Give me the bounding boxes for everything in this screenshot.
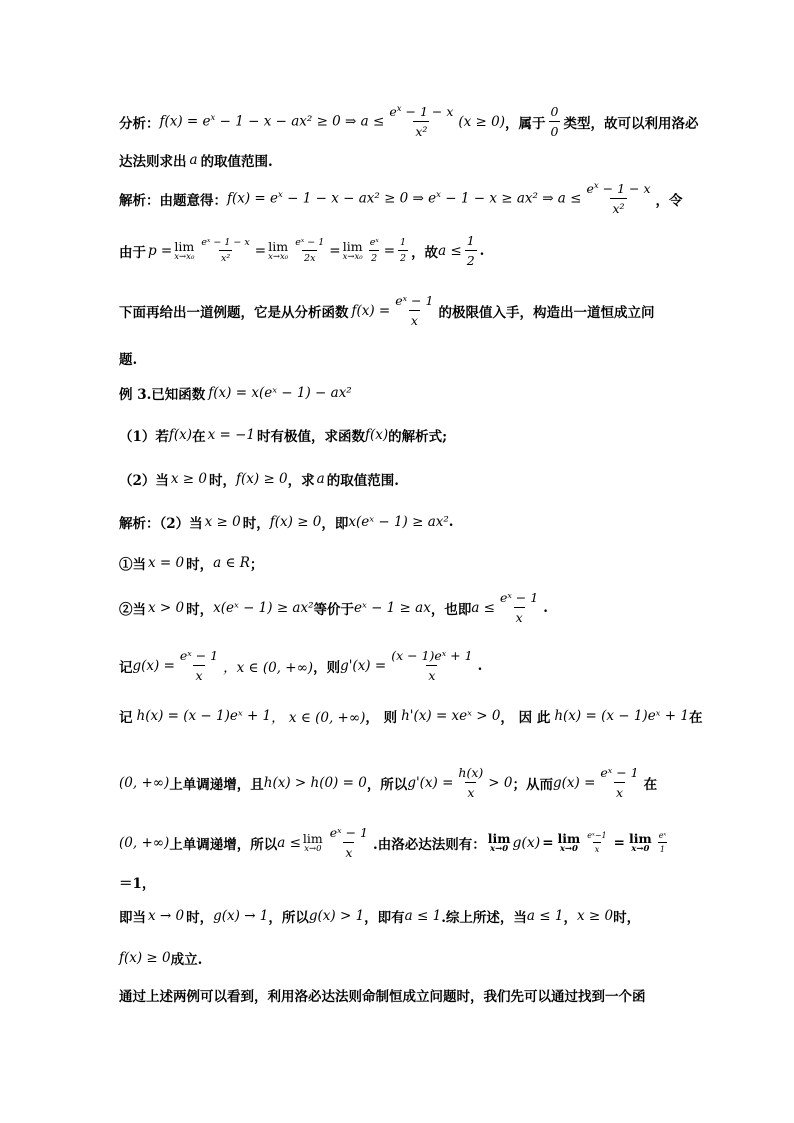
text: 解析：（2）当 [119, 516, 203, 532]
limit: lim x→0 [302, 831, 323, 854]
condition: (x ≥ 0) [458, 113, 506, 130]
g: g(x) = [132, 657, 175, 674]
text: 达法则求出 [119, 154, 187, 170]
cond: x > 0 [148, 599, 185, 616]
text: ，属于 [505, 115, 546, 132]
text: 等价于 [313, 601, 354, 618]
eq: = [383, 242, 396, 259]
fraction: $\frac{\text{eˣ − 1}}{2x}$ [295, 237, 325, 264]
analysis-line-1 [119, 104, 698, 139]
gt: > 0 [488, 774, 513, 791]
text: （1）若 [119, 429, 169, 445]
g: g(x) → 1 [213, 908, 269, 924]
eq: = [542, 834, 554, 851]
ineq: f(x) ≥ 0 [269, 514, 322, 530]
analysis-line-2 [119, 150, 273, 170]
g-definition [119, 648, 482, 683]
interval: (0, +∞) [119, 774, 170, 791]
fraction: $\frac{1}{2}$ [466, 233, 475, 268]
text: 时， [186, 557, 214, 573]
limit-line [119, 233, 484, 268]
fraction: $\frac{\text{eˣ − 1}}{x}$ [499, 590, 539, 625]
text: 的取值范围. [200, 154, 273, 170]
g: g(x) = [552, 774, 596, 791]
fraction: $\frac{\text{eˣ − 1}}{x}$ [179, 648, 219, 683]
solution-2 [119, 512, 454, 532]
text: 由于 [119, 244, 146, 261]
text: ＝1， [119, 876, 156, 892]
text: 上单调递增，所以 [169, 836, 278, 853]
text: ；从而 [512, 776, 553, 793]
ineq: eˣ − 1 ≥ ax [354, 599, 431, 616]
fraction: eˣ − 1 x [329, 825, 368, 860]
text: . [448, 514, 454, 530]
solution-label: 解析：由题意得： [119, 192, 227, 209]
limit: lim x→x₀ [268, 239, 289, 262]
monotonic-line-2 [119, 825, 671, 860]
fraction: $\frac{\text{eˣ − 1 − x}}{\text{x²}}$ [201, 237, 250, 264]
text: ，则 [313, 659, 341, 676]
conclusion-line-1 [119, 906, 640, 926]
text: ，所以 [366, 776, 408, 793]
g: g(x) > 1 [308, 908, 365, 924]
text: 题. [119, 352, 138, 368]
fx: f(x) = [351, 302, 391, 319]
text: ， 则 [365, 710, 398, 726]
text: ①当 [119, 557, 146, 573]
text: 例 3.已知函数 [119, 387, 206, 403]
text: .由洛必达法则有： [373, 836, 486, 853]
final-paragraph [119, 985, 646, 1005]
text: ； [249, 557, 264, 573]
domain: ，x ∈ (0, +∞) [223, 659, 314, 676]
fraction: $\frac{1}{2}$ [400, 237, 407, 264]
text: . [479, 242, 485, 259]
fraction: $\frac{h(x)}{x}$ [458, 765, 484, 800]
ineq: x(eˣ − 1) ≥ ax² [213, 599, 314, 616]
domain: ， x ∈ (0, +∞) [271, 710, 366, 726]
text: ，求 [287, 473, 315, 489]
text: .综上所述，当 [441, 910, 527, 926]
text: 的解析式; [388, 429, 448, 445]
text: 时有极值，求函数 [256, 429, 365, 445]
fraction: $\frac{e^x - 1 - x}{\text{x²}}$ [586, 181, 651, 217]
zero-over-zero: 0 0 [550, 104, 559, 140]
cond: x → 0 [148, 908, 185, 924]
text: 在 [643, 776, 658, 793]
cond: x = 0 [148, 555, 185, 571]
ineq: x(eˣ − 1) ≥ ax² [348, 514, 449, 530]
text: 通过上述两例可以看到，利用洛必达法则命制恒成立问题时，我们先可以通过找到一个函 [119, 989, 646, 1005]
f-expression: $f(x) = e^x - 1 - x - ax^2 \ge 0$ ⇒ a ≤ [159, 113, 385, 130]
eq: = [613, 834, 625, 851]
cond: x = −1 [207, 427, 255, 443]
text: ，即有 [364, 910, 405, 926]
text: ，所以 [268, 910, 309, 926]
limit: lim x→0 [487, 831, 511, 854]
x: x ≥ 0 [576, 908, 614, 924]
gp: g'(x) = [340, 657, 387, 674]
interval: (0, +∞) [119, 834, 170, 851]
text: 在 [688, 710, 703, 726]
fx: f(x) [364, 427, 389, 443]
text: 时， [242, 516, 270, 532]
intro-line-1 [119, 293, 654, 328]
text: . [543, 599, 548, 616]
text: 成立. [170, 952, 203, 968]
a: a ≤ 1 [404, 908, 442, 924]
p-eq: p = [148, 242, 173, 259]
gx: g(x) [512, 834, 541, 851]
case-1 [119, 553, 263, 573]
solution-line-1 [119, 181, 683, 216]
text: ，故 [411, 244, 439, 261]
text: 下面再给出一道例题，它是从分析函数 [119, 304, 349, 321]
text: 记 [119, 710, 133, 726]
text: 在 [192, 429, 206, 445]
a-le: a ≤ [438, 242, 462, 259]
text: ，令 [655, 192, 683, 209]
text: （2）当 [119, 473, 169, 489]
fraction: $\frac{\text{(x − 1)eˣ + 1}}{x}$ [391, 648, 473, 683]
fraction: $\frac{\text{eˣ−1}}{x}$ [587, 831, 607, 854]
monotonic-line-1 [119, 765, 657, 800]
hp: h'(x) = xeˣ > 0 [401, 708, 501, 724]
a: a ≤ 1 [526, 908, 564, 924]
fraction: $\frac{\text{eˣ}}{2}$ [369, 237, 379, 264]
limit: lim x→0 [557, 831, 581, 854]
text: 时， [613, 910, 641, 926]
h: h(x) = (x − 1)eˣ + 1 [136, 708, 272, 724]
expr: f(x) ≥ 0 [119, 950, 171, 966]
fx: f(x) [168, 427, 193, 443]
text: ， 因 此 [500, 710, 551, 726]
text: 时， [186, 910, 214, 926]
a-le: a ≤ [471, 599, 495, 616]
var-a: a [316, 471, 325, 487]
conclusion-line-2 [119, 948, 202, 968]
example-3-title [119, 383, 352, 403]
text: 类型，故可以利用洛必 [563, 115, 699, 132]
example-fx: f(x) = x(eˣ − 1) − ax² [208, 385, 352, 401]
cond: x ≥ 0 [204, 514, 241, 530]
text: 即当 [119, 910, 146, 926]
text: . [477, 657, 483, 674]
text: ， [563, 910, 577, 926]
fraction: $\frac{e^x - 1 - x}{\text{x²}}$ [389, 104, 454, 140]
analysis-label: 分析： [119, 115, 160, 132]
limit: lim x→0 [628, 831, 652, 854]
case-2 [119, 590, 548, 625]
text: ，也即 [430, 601, 472, 618]
question-1 [119, 425, 447, 445]
text: 上单调递增，且 [169, 776, 264, 793]
var-a: a [189, 152, 198, 168]
result: a ∈ R [213, 555, 250, 571]
limit: lim x→x₀ [342, 239, 363, 262]
text: 的极限值入手，构造出一道恒成立问 [438, 304, 655, 321]
eq: = [254, 242, 267, 259]
expr: $f(x) = e^x - 1 - x - ax^2 \ge 0$ ⇒ $e^x - 1 - x \ge ax^2$ ⇒ a ≤ [227, 190, 582, 207]
text: ②当 [119, 601, 146, 618]
ineq: f(x) ≥ 0 [236, 471, 288, 487]
text: ，即 [321, 516, 349, 532]
fraction: $\frac{\text{eˣ − 1}}{x}$ [600, 765, 639, 800]
text: 时， [186, 601, 214, 618]
h-definition [119, 706, 702, 726]
h: h(x) = (x − 1)eˣ + 1 [554, 708, 689, 724]
eq: = [329, 242, 341, 259]
cond: x ≥ 0 [170, 471, 208, 487]
fraction: eˣ 1 [658, 831, 667, 854]
text: 的取值范围. [326, 473, 399, 489]
limit: lim x→x₀ [174, 239, 195, 262]
text: 记 [119, 659, 133, 676]
a-le: a ≤ [277, 834, 301, 851]
text: 时， [209, 473, 237, 489]
fraction: $\frac{\text{eˣ − 1}}{x}$ [395, 293, 434, 328]
equals-one [119, 872, 155, 892]
intro-line-2 [119, 348, 137, 368]
gp: g'(x) = [407, 774, 454, 791]
question-2 [119, 469, 399, 489]
ineq: h(x) > h(0) = 0 [263, 774, 367, 791]
